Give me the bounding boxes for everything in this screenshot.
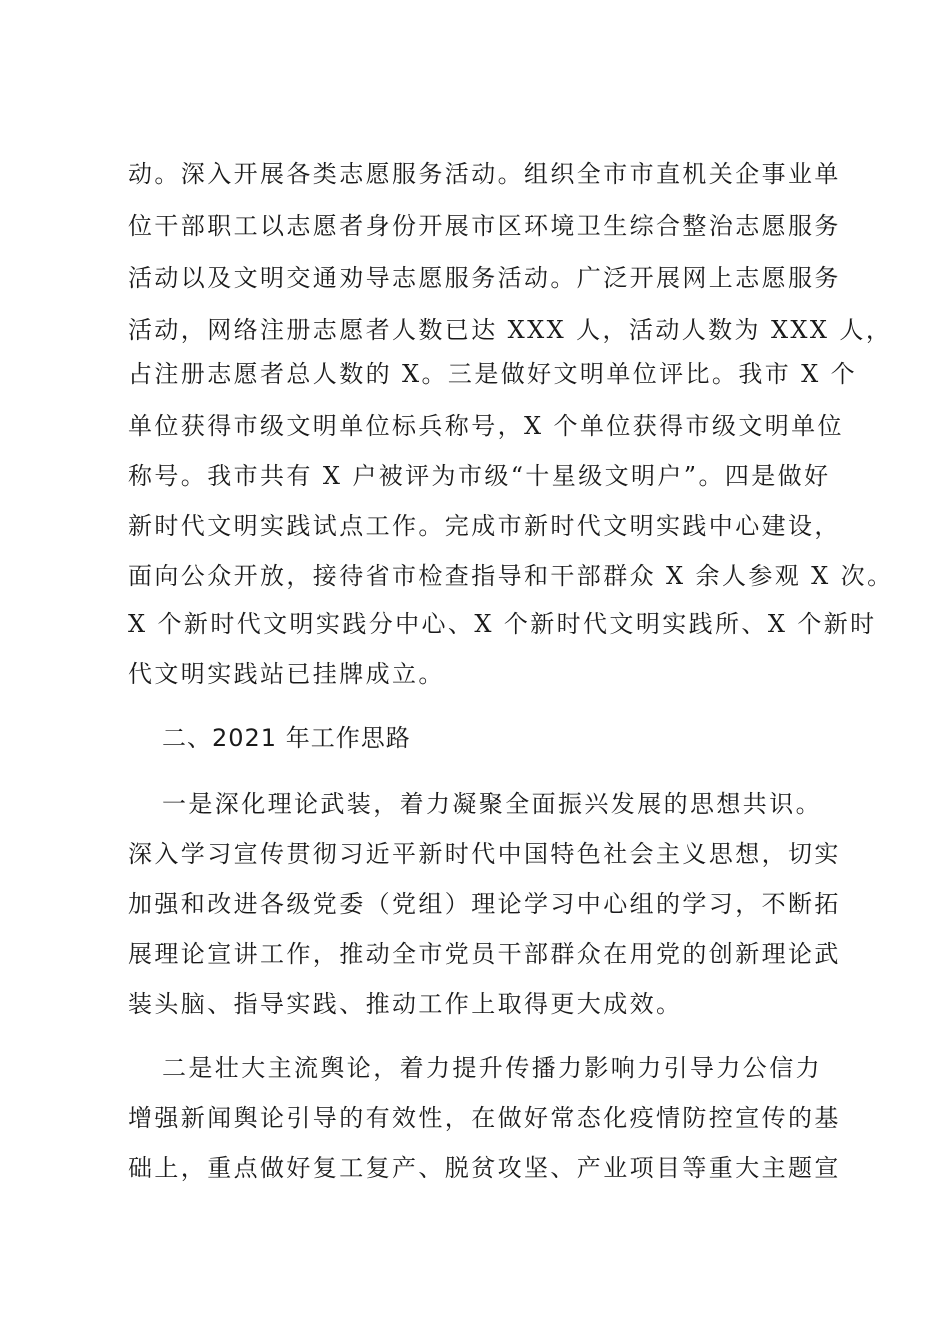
paragraph-line: 活动以及文明交通劝导志愿服务活动。广泛开展网上志愿服务 <box>128 264 841 292</box>
paragraph-line: 二是壮大主流舆论，着力提升传播力影响力引导力公信力 <box>162 1054 822 1082</box>
paragraph-line: 称号。我市共有 X 户被评为市级“十星级文明户”。四是做好 <box>128 462 831 490</box>
paragraph-line: 位干部职工以志愿者身份开展市区环境卫生综合整治志愿服务 <box>128 212 841 240</box>
paragraph-line: X 个新时代文明实践分中心、X 个新时代文明实践所、X 个新时 <box>128 610 877 638</box>
paragraph-line: 新时代文明实践试点工作。完成市新时代文明实践中心建设， <box>128 512 841 540</box>
paragraph-line: 代文明实践站已挂牌成立。 <box>128 660 445 688</box>
paragraph-line: 装头脑、指导实践、推动工作上取得更大成效。 <box>128 990 683 1018</box>
paragraph-line: 加强和改进各级党委（党组）理论学习中心组的学习，不断拓 <box>128 890 841 918</box>
paragraph-line: 面向公众开放，接待省市检查指导和干部群众 X 余人参观 X 次。 <box>128 562 894 590</box>
paragraph-line: 展理论宣讲工作，推动全市党员干部群众在用党的创新理论武 <box>128 940 841 968</box>
paragraph-line: 深入学习宣传贯彻习近平新时代中国特色社会主义思想，切实 <box>128 840 841 868</box>
paragraph-line: 占注册志愿者总人数的 X。三是做好文明单位评比。我市 X 个 <box>128 360 858 388</box>
section-heading: 二、2021 年工作思路 <box>162 724 411 752</box>
paragraph-line: 增强新闻舆论引导的有效性，在做好常态化疫情防控宣传的基 <box>128 1104 841 1132</box>
paragraph-line: 单位获得市级文明单位标兵称号，X 个单位获得市级文明单位 <box>128 412 844 440</box>
paragraph-line: 础上，重点做好复工复产、脱贫攻坚、产业项目等重大主题宣 <box>128 1154 841 1182</box>
paragraph-line: 活动，网络注册志愿者人数已达 XXX 人，活动人数为 XXX 人， <box>128 316 893 344</box>
paragraph-line: 动。深入开展各类志愿服务活动。组织全市市直机关企事业单 <box>128 160 841 188</box>
paragraph-line: 一是深化理论武装，着力凝聚全面振兴发展的思想共识。 <box>162 790 822 818</box>
